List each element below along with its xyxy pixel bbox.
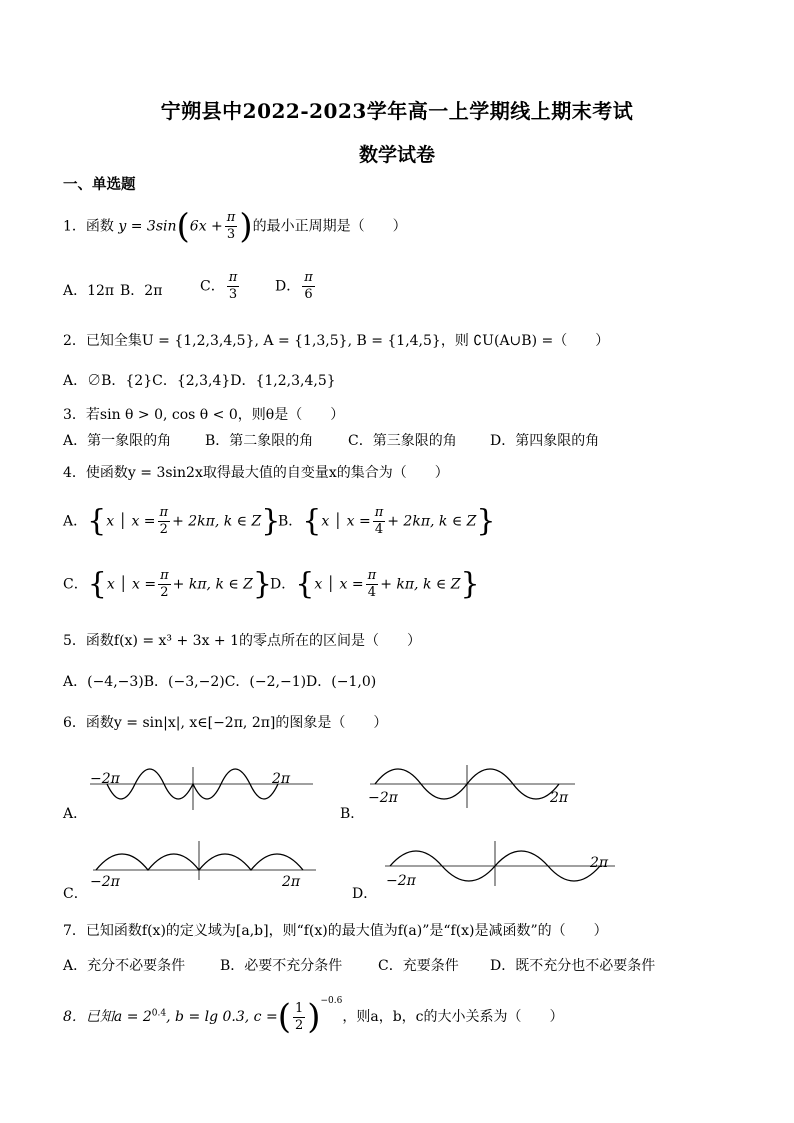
q2-options: A．∅B．{2}C．{2,3,4}D．{1,2,3,4,5} <box>63 373 336 389</box>
question-6: 6．函数y = sin|x|, x∈[−2π, 2π]的图象是（ ） <box>63 715 388 731</box>
q1-option-c: C． $\frac{\pi}{3}$ <box>200 270 238 302</box>
question-7: 7．已知函数f(x)的定义域为[a,b]，则“f(x)的最大值为f(a)”是“f(x)是减函数”的（ ） <box>63 923 608 939</box>
question-3: 3．若sin θ > 0, cos θ < 0，则θ是（ ） <box>63 407 345 423</box>
q7-option-b: B．必要不充分条件 <box>220 958 343 974</box>
q3-option-d: D．第四象限的角 <box>490 433 600 449</box>
q4-option-a: A．{x │ x = $\frac{\pi}{2}$ + 2kπ, k ∈ Z} <box>63 503 281 539</box>
q1-option-b: B．2π <box>120 283 163 299</box>
q1-option-a: A．12π <box>63 283 115 299</box>
exam-subtitle: 数学试卷 <box>358 144 435 166</box>
question-5: 5．函数f(x) = x³ + 3x + 1的零点所在的区间是（ ） <box>63 633 422 649</box>
graph-a-neg-label: −2π <box>90 771 120 787</box>
q3-option-a: A．第一象限的角 <box>63 433 172 449</box>
q7-option-a: A．充分不必要条件 <box>63 958 186 974</box>
question-4: 4．使函数y = 3sin2x取得最大值的自变量x的集合为（ ） <box>63 465 449 481</box>
q3-option-b: B．第二象限的角 <box>205 433 314 449</box>
section-heading: 一、单选题 <box>63 176 136 193</box>
graph-c-pos-label: 2π <box>282 874 301 890</box>
graph-a-pos-label: 2π <box>272 771 291 787</box>
graph-b-neg-label: −2π <box>368 790 398 806</box>
question-2: 2．已知全集U = {1,2,3,4,5}, A = {1,3,5}, B = {1,4,5}，则 ∁U(A∪B) =（ ） <box>63 333 610 349</box>
q6-option-d: D． <box>352 886 378 902</box>
q7-option-c: C．充要条件 <box>378 958 459 974</box>
q6-option-b: B． <box>340 806 365 822</box>
q4-option-c: C．{x │ x = $\frac{\pi}{2}$ + kπ, k ∈ Z} <box>63 566 273 602</box>
graph-d-pos-label: 2π <box>590 855 609 871</box>
question-1: 1．函数 y = 3sin(6x + $\frac{\pi}{3}$ )的最小正周期是（ ） <box>63 206 407 247</box>
q6-graph-d <box>380 838 620 888</box>
q4-option-b: B．{x │ x = $\frac{\pi}{4}$ + 2kπ, k ∈ Z} <box>278 503 496 539</box>
question-8: 8．已知$a = 2^{0.4}$, b = lg 0.3, c =( $\frac{1}{2}$ )$^{-0.6}$，则a，b，c的大小关系为（ ） <box>63 996 564 1037</box>
q4-option-d: D．{x │ x = $\frac{\pi}{4}$ + kπ, k ∈ Z} <box>270 566 480 602</box>
q6-graph-a <box>85 762 320 812</box>
exam-title: 宁朔县中2022-2023学年高一上学期线上期末考试 <box>160 99 634 123</box>
graph-d-neg-label: −2π <box>386 873 416 889</box>
q1-option-d: D． $\frac{\pi}{6}$ <box>275 270 313 302</box>
q7-option-d: D．既不充分也不必要条件 <box>490 958 656 974</box>
graph-c-neg-label: −2π <box>90 874 120 890</box>
q6-option-a: A． <box>63 806 88 822</box>
q3-option-c: C．第三象限的角 <box>348 433 457 449</box>
q5-options: A．(−4,−3)B．(−3,−2)C．(−2,−1)D．(−1,0) <box>63 674 377 690</box>
graph-b-pos-label: 2π <box>550 790 569 806</box>
q6-option-c: C． <box>63 886 88 902</box>
